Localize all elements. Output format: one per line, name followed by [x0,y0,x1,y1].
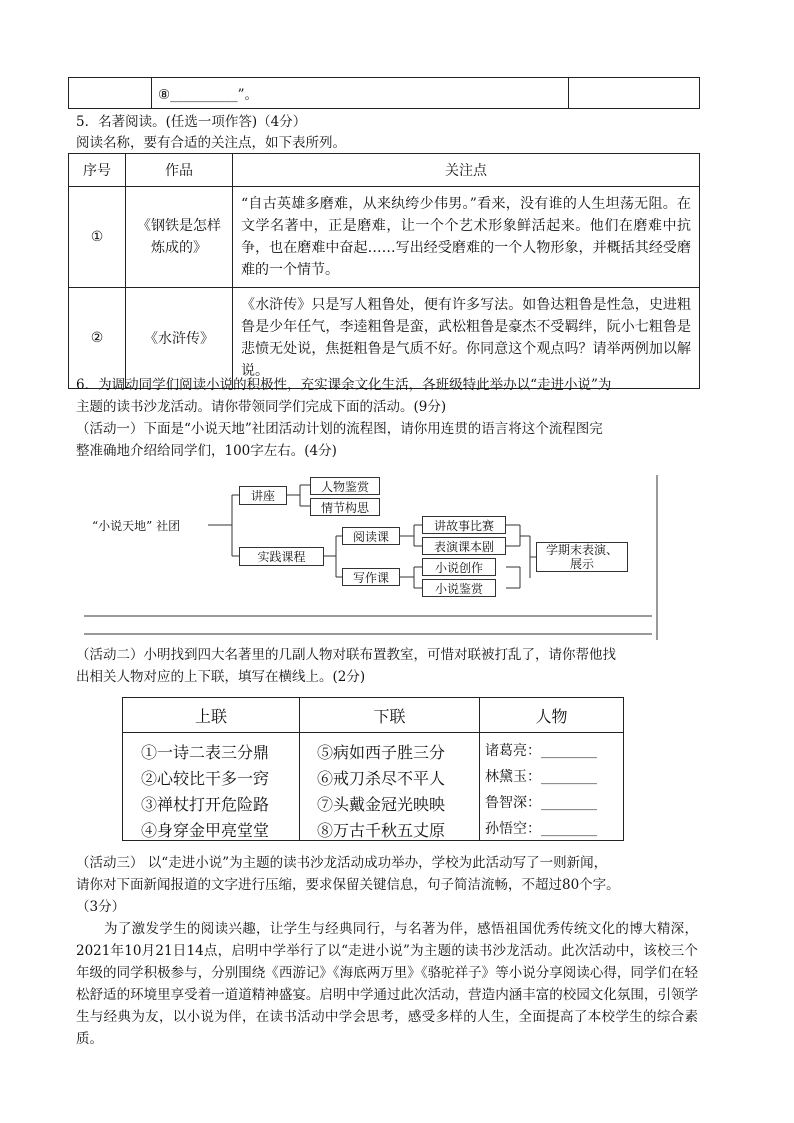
lower-7: ⑦头戴金冠光映映 [317,795,446,814]
flow-lecture: 讲座 [239,486,287,505]
act2-line-2: 出相关人物对应的上下联，填写在横线上。(2分) [76,669,366,685]
act2-line-1: （活动二）小明找到四大名著里的几副人物对联布置教室，可惜对联被打乱了，请你帮他找 [76,647,616,663]
upper-2: ②心较比干多一窍 [141,769,270,788]
flow-reading-item-1: 讲故事比赛 [422,516,506,534]
news-paragraph: 为了激发学生的阅读兴趣，让学生与经典同行，与名著为伴，感悟祖国优秀传统文化的博大精深，2021年10月21日14点，启明中学举行了以“走进小说”为主题的读书沙龙活动。此次活动中，该校三个年级的同学积极参与，分别围绕《西游记》《海底两万里》《骆驼祥子》等小说分享阅读心得，同学们在轻松舒适的环境里享受着一道道精神盛宴。启明中学通过此次活动，营造内涵丰富的校园文化氛围，引领学生与经典为友，以小说为伴，在读书活动中学会思考，感受多样的人生，全面提高了本校学生的综合素质。 [76,921,698,1047]
row1-num: ① [69,187,126,288]
flowchart [84,470,664,640]
act1-line-2: 整准确地介绍给同学们，100字左右。(4分) [76,443,337,459]
lower-5: ⑤病如西子胜三分 [317,743,446,762]
row1-work: 《钢铁是怎样炼成的》 [126,187,233,288]
row1-focus: “自古英雄多磨难，从来纨绔少伟男。”看来，没有谁的人生坦荡无阻。在文学名著中，正是磨难，让一个个艺术形象鲜活起来。他们在磨难中抗争，也在磨难中奋起……写出经受磨难的一个人物形象，并概括其经受磨难的一个情节。 [233,187,700,288]
act3-line-1: （活动三） 以“走进小说”为主题的读书沙龙活动成功举办，学校为此活动写了一则新闻， [76,855,608,871]
person-sun-wukong[interactable]: 孙悟空：________ [485,821,597,837]
header-num: 序号 [69,154,126,187]
person-lin-daiyu[interactable]: 林黛玉：________ [485,769,597,785]
couplet-header-person: 人物 [535,706,568,726]
couplet-header-upper: 上联 [194,706,227,726]
flow-lecture-item-2: 情节构思 [310,498,380,516]
upper-1: ①一诗二表三分鼎 [141,743,270,762]
person-zhuge-liang[interactable]: 诸葛亮：________ [485,743,597,759]
top-table [68,77,700,109]
top-cell-empty-right [569,78,700,109]
row2-num: ② [69,288,126,389]
header-work: 作品 [126,154,233,187]
row2-work: 《水浒传》 [126,288,233,389]
act3-line-3: （3分） [76,899,126,915]
upper-4: ④身穿金甲亮堂堂 [141,821,270,840]
flow-lecture-item-1: 人物鉴赏 [310,477,380,495]
flow-practice: 实践课程 [239,547,324,566]
lower-6: ⑥戒刀杀尽不平人 [317,769,446,788]
couplet-header-lower: 下联 [373,706,406,726]
flow-writing: 写作课 [342,568,400,586]
blank-8-text: ⑧__________”。 [158,87,259,103]
row2-focus: 《水浒传》只是写人粗鲁处，便有许多写法。如鲁达粗鲁是性急，史进粗鲁是少年任气，李逵粗鲁是蛮，武松粗鲁是豪杰不受羁绊，阮小七粗鲁是悲愤无处说，焦挺粗鲁是气质不好。你同意这个观点吗？请举两例加以解说。 [233,288,700,389]
reading-table [68,153,700,389]
top-cell-empty [69,78,152,109]
couplet-table [122,697,624,841]
person-lu-zhishen[interactable]: 鲁智深：________ [485,795,597,811]
lower-8: ⑧万古千秋五丈原 [317,821,446,840]
flow-reading: 阅读课 [342,527,400,545]
q5-intro: 阅读名称，要有合适的关注点，如下表所列。 [76,135,346,151]
q5-title: 5．名著阅读。(任选一项作答)（4分） [76,114,307,130]
q6-title-1: 6．为调动同学们阅读小说的积极性，充实课余文化生活，各班级特此举办以“走进小说”为 [76,377,612,393]
flow-reading-item-2: 表演课本剧 [422,537,506,555]
act3-line-2: 请你对下面新闻报道的文字进行压缩，要求保留关键信息，句子简洁流畅，不超过80个字。 [76,877,620,893]
q6-title-2: 主题的读书沙龙活动。请你带领同学们完成下面的活动。(9分) [76,399,447,415]
flow-final: 学期末表演、展示 [536,542,628,572]
flow-writing-item-1: 小说创作 [422,558,496,576]
flow-writing-item-2: 小说鉴赏 [422,579,496,597]
header-focus: 关注点 [233,154,700,187]
act1-line-1: （活动一）下面是“小说天地”社团活动计划的流程图，请你用连贯的语言将这个流程图完 [76,421,603,437]
upper-3: ③禅杖打开危险路 [141,795,270,814]
top-cell-blank [152,78,569,109]
flow-root: “小说天地” 社团 [92,519,181,533]
